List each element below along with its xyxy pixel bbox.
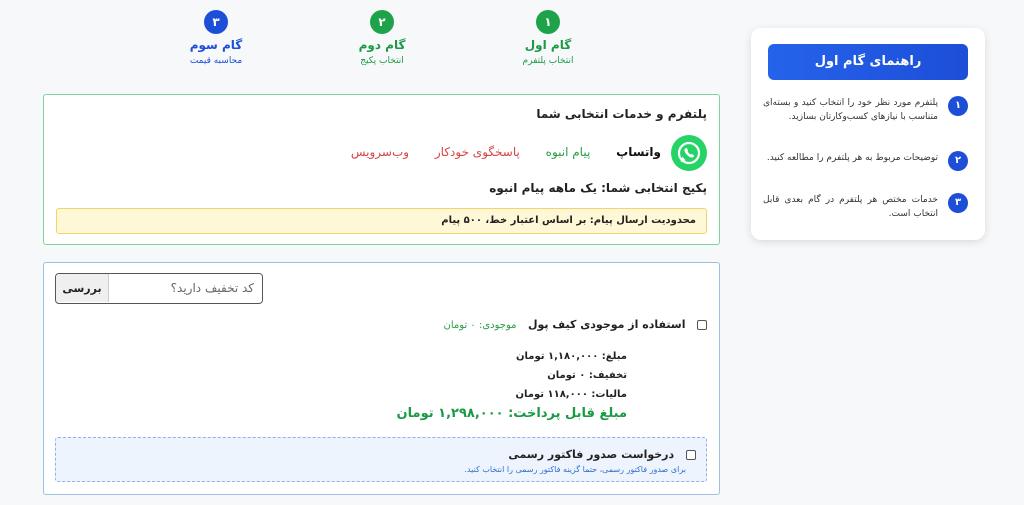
guide-item-number: ۳ xyxy=(948,193,968,213)
step-1-title: گام اول xyxy=(524,38,572,52)
guide-item-text: خدمات مختص هر پلتفرم در گام بعدی قابل انتخاب است. xyxy=(763,195,938,219)
discount-line: تخفیف: ۰ تومان xyxy=(547,370,627,381)
payment-card xyxy=(43,262,720,495)
coupon-box xyxy=(55,273,263,304)
wallet-checkbox[interactable] xyxy=(697,320,707,330)
step-3-number: ۳ xyxy=(204,10,228,34)
guide-title: راهنمای گام اول xyxy=(768,44,968,80)
step-3-title: گام سوم xyxy=(189,38,243,52)
service-whatsapp: واتساپ xyxy=(616,145,661,159)
guide-item-text: پلتفرم مورد نظر خود را انتخاب کنید و بسته‌ای متناسب با نیازهای کسب‌وکارتان بسازید. xyxy=(763,98,938,122)
amount-line: مبلغ: ۱,۱۸۰,۰۰۰ تومان xyxy=(516,351,627,362)
invoice-note: برای صدور فاکتور رسمی، حتما گزینه فاکتور رسمی را انتخاب کنید. xyxy=(464,465,686,474)
invoice-row xyxy=(508,448,696,461)
service-webservice: وب‌سرویس xyxy=(350,145,410,159)
step-2 xyxy=(322,10,442,66)
guide-item xyxy=(763,151,968,181)
service-bulk-message: پیام انبوه xyxy=(545,145,591,159)
step-1-subtitle: انتخاب پلتفرم xyxy=(522,56,574,66)
service-auto-responder: پاسخگوی خودکار xyxy=(434,145,520,159)
message-limit-notice: محدودیت ارسال پیام: بر اساس اعتبار خط، ۵۰۰ پیام xyxy=(56,208,707,234)
step-2-number: ۲ xyxy=(370,10,394,34)
step-3-subtitle: محاسبه قیمت xyxy=(189,56,243,66)
step-1-number: ۱ xyxy=(536,10,560,34)
step-3 xyxy=(156,10,276,66)
step-guide-card xyxy=(751,28,985,240)
wallet-label: استفاده از موجودی کیف پول xyxy=(527,318,686,331)
guide-item xyxy=(763,96,968,138)
wallet-balance: موجودی: ۰ تومان xyxy=(443,320,517,331)
coupon-input[interactable] xyxy=(110,274,262,302)
invoice-label: درخواست صدور فاکتور رسمی xyxy=(508,448,675,461)
total-payable: مبلغ قابل پرداخت: ۱,۲۹۸,۰۰۰ تومان xyxy=(396,406,627,421)
step-2-title: گام دوم xyxy=(358,38,406,52)
selected-platform-card xyxy=(43,94,720,245)
guide-item-number: ۱ xyxy=(948,96,968,116)
step-2-subtitle: انتخاب پکیج xyxy=(360,56,404,66)
guide-item xyxy=(763,193,968,223)
invoice-checkbox[interactable] xyxy=(686,450,696,460)
guide-item-text: توضیحات مربوط به هر پلتفرم را مطالعه کنید. xyxy=(766,153,938,163)
selected-package-label: پکیج انتخابی شما: یک ماهه پیام انبوه xyxy=(489,181,707,195)
platform-services-row xyxy=(329,145,661,159)
whatsapp-icon xyxy=(671,135,707,171)
platform-card-title: پلتفرم و خدمات انتخابی شما xyxy=(536,107,707,121)
wallet-row xyxy=(444,318,707,331)
step-1 xyxy=(488,10,608,66)
tax-line: مالیات: ۱۱۸,۰۰۰ تومان xyxy=(515,389,627,400)
coupon-check-button[interactable]: بررسی xyxy=(56,274,109,302)
invoice-request-box xyxy=(55,437,707,482)
guide-item-number: ۲ xyxy=(948,151,968,171)
